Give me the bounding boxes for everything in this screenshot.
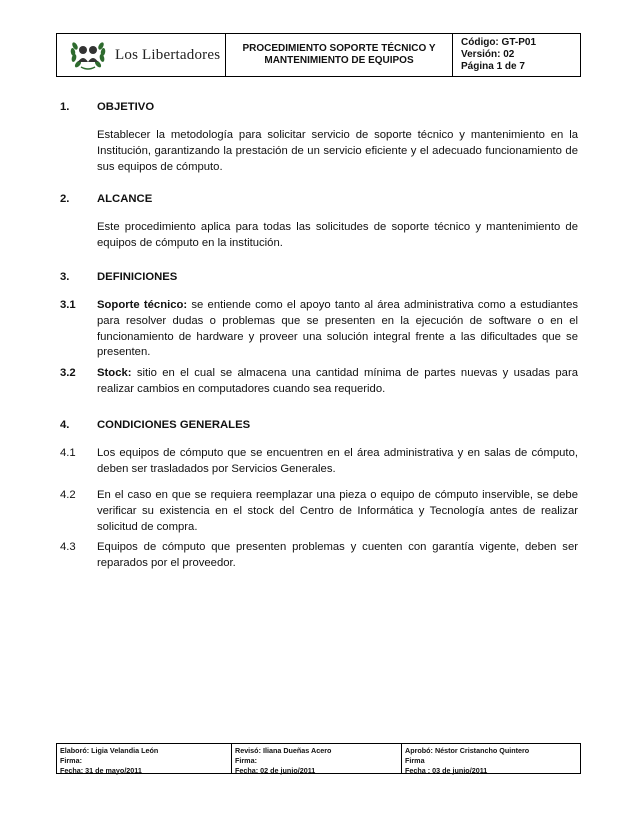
item-number: 4.2 — [60, 489, 76, 501]
page-number: Página 1 de 7 — [461, 61, 525, 72]
item-number: 3.1 — [60, 299, 76, 311]
section-heading: DEFINICIONES — [97, 271, 178, 283]
elaboro-date: Fecha: 31 de mayo/2011 — [60, 766, 142, 775]
definition-term: Stock: — [97, 367, 132, 379]
definition-text: sitio en el cual se almacena una cantidad mínima de partes nuevas y usadas para realizar cambios en computadores cuando sea requerido. — [97, 367, 578, 395]
elaboro-signature: Firma: — [60, 756, 82, 765]
approval-footer — [56, 743, 581, 774]
section-paragraph: Establecer la metodología para solicitar servicio de soporte técnico y mantenimiento en la Institución, garantizando la prestación de un servicio eficiente y el adecuado funcionamiento de sus equipos de cómputo. — [97, 129, 578, 173]
document-version: Versión: 02 — [461, 49, 515, 60]
logo-text: Los Libertadores — [115, 46, 221, 63]
aprobo-cell — [402, 744, 580, 773]
laurel-crest-icon — [69, 38, 107, 72]
section-number: 1. — [60, 101, 70, 113]
document-title — [226, 34, 453, 76]
item-paragraph: Los equipos de cómputo que se encuentren en el área administrativa y en salas de cómputo, deben ser trasladados por Servicios Generales. — [97, 447, 578, 475]
definition-text: se entiende como el apoyo tanto al área administrativa como a estudiantes para resolver dudas o problemas que se presenten en la ejecución de software o en el funcionamiento de hardware y proveer una solución integral frente a las dificultades que se presenten. — [97, 299, 578, 359]
reviso-name: Revisó: Iliana Dueñas Acero — [235, 746, 332, 755]
section-heading: ALCANCE — [97, 193, 153, 205]
elaboro-cell — [57, 744, 232, 773]
aprobo-date: Fecha : 03 de junio/2011 — [405, 766, 488, 775]
section-number: 2. — [60, 193, 70, 205]
item-paragraph: Equipos de cómputo que presenten problemas y cuenten con garantía vigente, deben ser reparados por el proveedor. — [97, 541, 578, 569]
section-heading: CONDICIONES GENERALES — [97, 419, 251, 431]
section-heading: OBJETIVO — [97, 101, 155, 113]
document-code: Código: GT-P01 — [461, 37, 536, 48]
document-header — [56, 33, 581, 77]
section-number: 4. — [60, 419, 70, 431]
item-paragraph — [97, 298, 578, 361]
reviso-date: Fecha: 02 de junio/2011 — [235, 766, 316, 775]
definition-term: Soporte técnico: — [97, 299, 188, 311]
institution-logo — [57, 34, 226, 76]
section-paragraph: Este procedimiento aplica para todas las solicitudes de soporte técnico y mantenimiento de equipos de cómputo en la institución. — [97, 221, 578, 249]
elaboro-name: Elaboró: Ligia Velandia León — [60, 746, 159, 755]
section-number: 3. — [60, 271, 70, 283]
reviso-cell — [232, 744, 402, 773]
item-number: 4.3 — [60, 541, 76, 553]
reviso-signature: Firma: — [235, 756, 257, 765]
document-meta — [453, 34, 580, 76]
item-paragraph — [97, 366, 578, 398]
item-paragraph: En el caso en que se requiera reemplazar una pieza o equipo de cómputo inservible, se debe verificar su existencia en el stock del Centro de Informática y Tecnología antes de realizar solicitud de compra. — [97, 489, 578, 533]
title-line-2: MANTENIMIENTO DE EQUIPOS — [264, 55, 414, 66]
title-line-1: PROCEDIMIENTO SOPORTE TÉCNICO Y — [242, 43, 436, 54]
item-number: 4.1 — [60, 447, 76, 459]
aprobo-name: Aprobó: Néstor Cristancho Quintero — [405, 746, 530, 755]
item-number: 3.2 — [60, 367, 76, 379]
aprobo-signature: Firma — [405, 756, 425, 765]
